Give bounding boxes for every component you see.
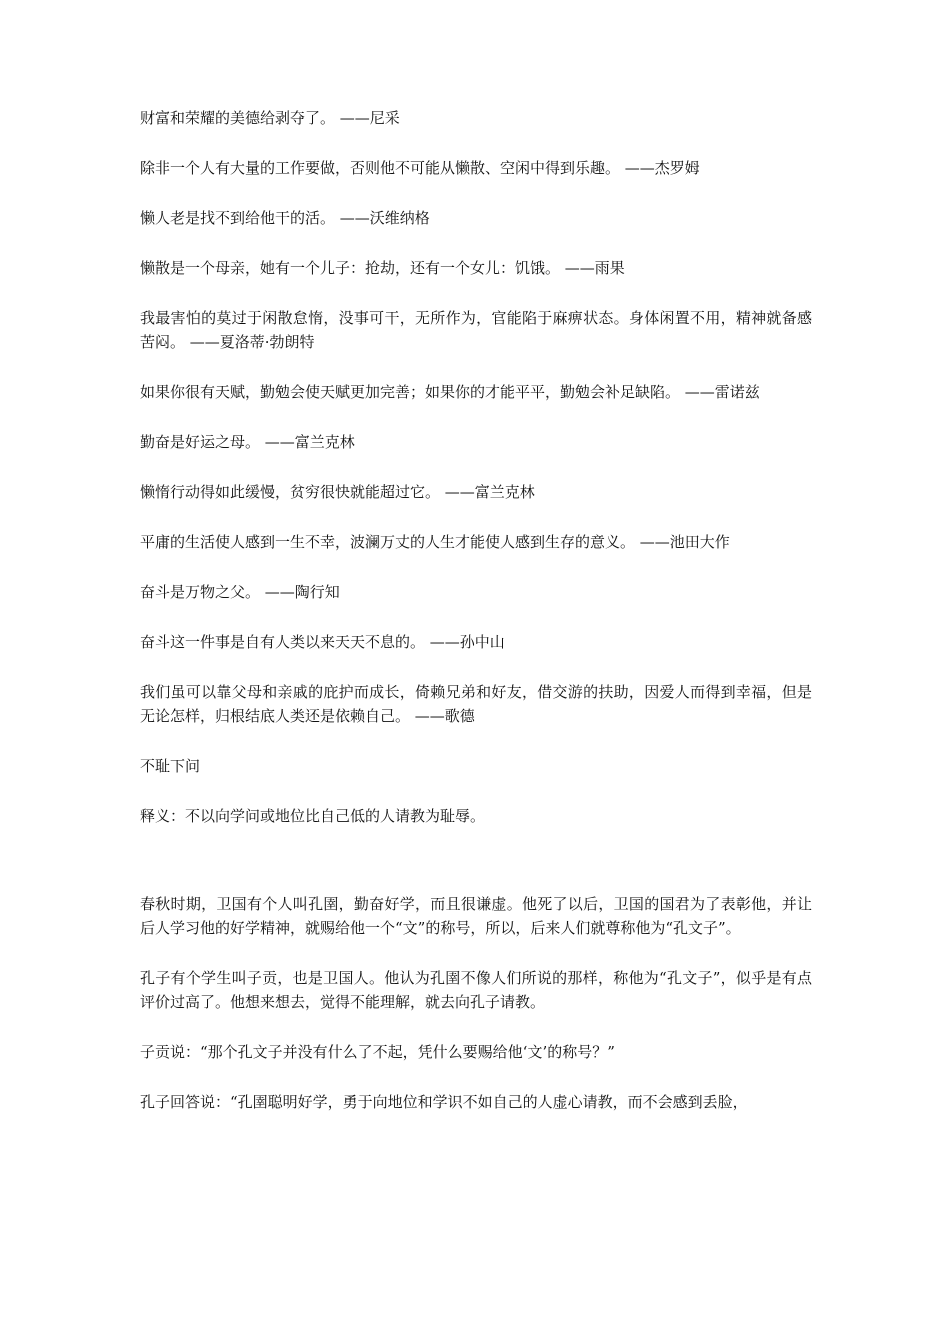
- quote-paragraph: 勤奋是好运之母。 ——富兰克林: [140, 433, 355, 451]
- quote-paragraph: 奋斗是万物之父。 ——陶行知: [140, 583, 340, 601]
- quote-paragraph: 财富和荣耀的美德给剥夺了。 ——尼采: [140, 109, 400, 127]
- story-paragraph: 春秋时期，卫国有个人叫孔圉，勤奋好学，而且很谦虚。他死了以后，卫国的国君为了表彰他，并让后人学习他的好学精神，就赐给他一个“文”的称号，所以，后来人们就尊称他为“孔文子”。: [140, 895, 812, 937]
- story-paragraph: 子贡说：“那个孔文子并没有什么了不起，凭什么要赐给他‘文’的称号？”: [140, 1043, 615, 1061]
- quote-paragraph: 除非一个人有大量的工作要做，否则他不可能从懒散、空闲中得到乐趣。 ——杰罗姆: [140, 159, 700, 177]
- quote-paragraph: 懒散是一个母亲，她有一个儿子：抢劫，还有一个女儿：饥饿。 ——雨果: [140, 259, 625, 277]
- quote-paragraph: 我们虽可以靠父母和亲戚的庇护而成长，倚赖兄弟和好友，借交游的扶助，因爱人而得到幸福，但是无论怎样，归根结底人类还是依赖自己。 ——歌德: [140, 683, 812, 725]
- story-paragraph: 孔子回答说：“孔圉聪明好学，勇于向地位和学识不如自己的人虚心请教，而不会感到丢脸，: [140, 1093, 748, 1111]
- quote-paragraph: 平庸的生活使人感到一生不幸，波澜万丈的人生才能使人感到生存的意义。 ——池田大作: [140, 533, 730, 551]
- story-paragraph: 孔子有个学生叫子贡，也是卫国人。他认为孔圉不像人们所说的那样，称他为“孔文子”，似乎是有点评价过高了。他想来想去，觉得不能理解，就去向孔子请教。: [140, 969, 812, 1011]
- quote-paragraph: 懒惰行动得如此缓慢，贫穷很快就能超过它。 ——富兰克林: [140, 483, 535, 501]
- quote-paragraph: 懒人老是找不到给他干的活。 ——沃维纳格: [140, 209, 430, 227]
- document-page: [140, 106, 812, 1114]
- idiom-title: 不耻下问: [140, 757, 201, 775]
- quote-paragraph: 我最害怕的莫过于闲散怠惰，没事可干，无所作为，官能陷于麻痹状态。身体闲置不用，精神就备感苦闷。 ——夏洛蒂·勃朗特: [140, 309, 812, 351]
- quote-paragraph: 如果你很有天赋，勤勉会使天赋更加完善；如果你的才能平平，勤勉会补足缺陷。 ——雷诺兹: [140, 383, 760, 401]
- quote-paragraph: 奋斗这一件事是自有人类以来天天不息的。 ——孙中山: [140, 633, 505, 651]
- idiom-definition: 释义：不以向学问或地位比自己低的人请教为耻辱。: [140, 807, 486, 825]
